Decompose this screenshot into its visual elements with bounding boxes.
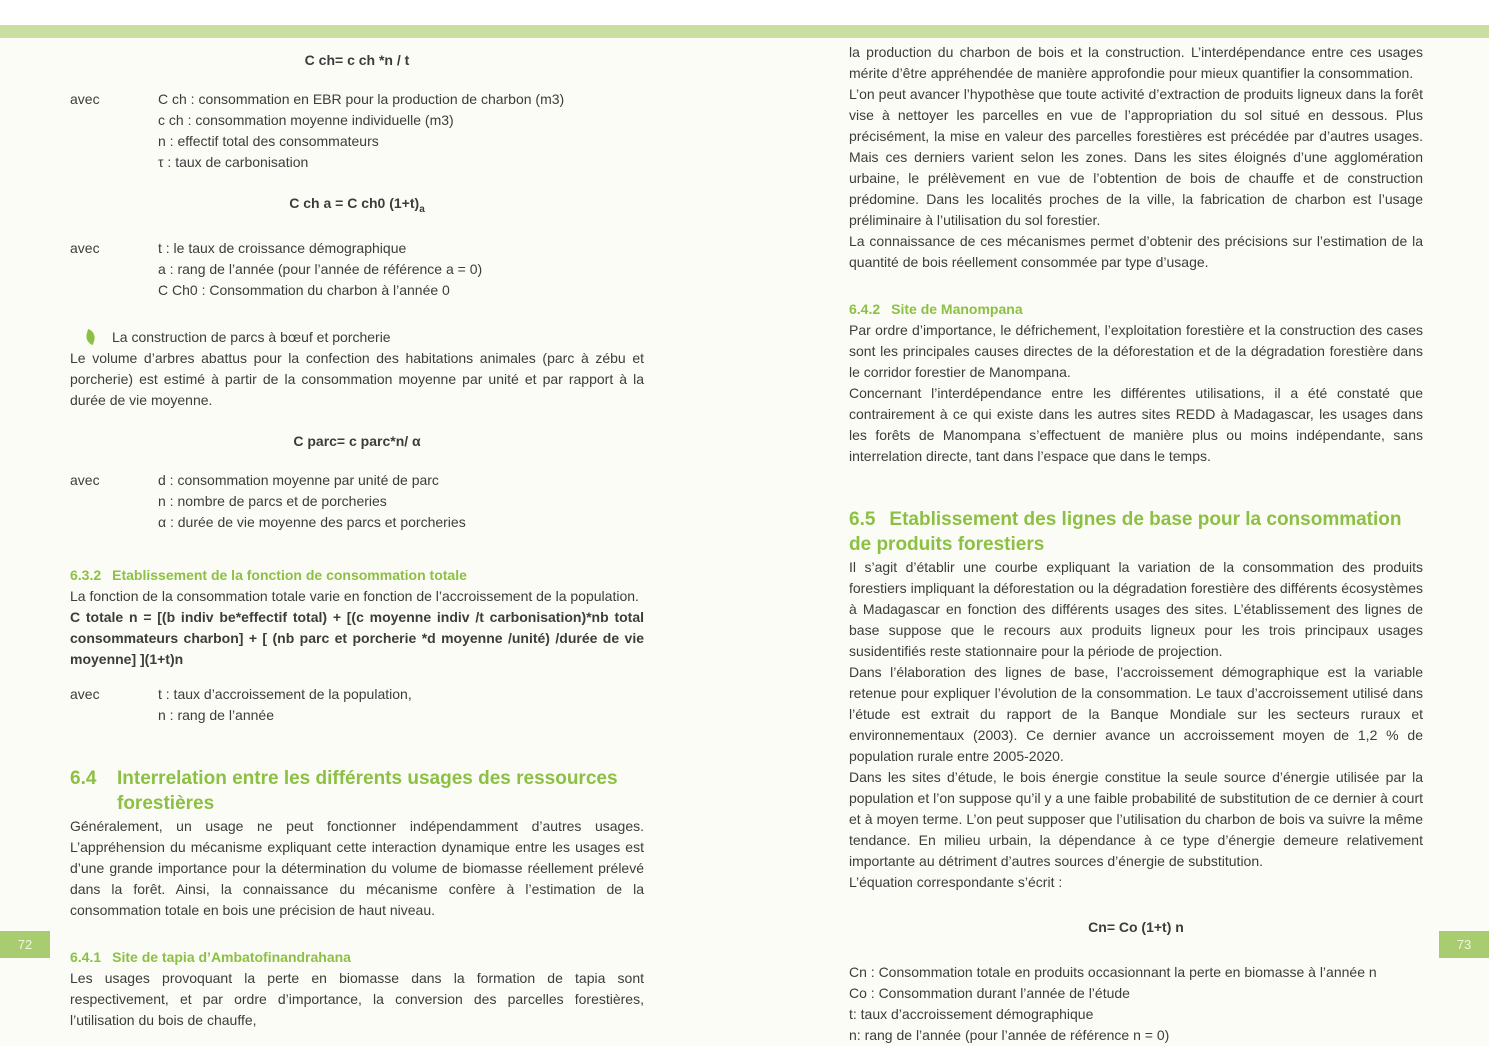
section-heading-6-5 — [849, 507, 1423, 557]
definition-line: t : le taux de croissance démographique — [158, 239, 407, 256]
definition-line: C ch : consommation en EBR pour la production de charbon (m3) — [158, 91, 565, 107]
avec-label: avec — [70, 239, 100, 256]
section-heading-6-4-1 — [70, 947, 644, 968]
formula-charcoal-consumption: C ch= c ch *n / t — [304, 52, 410, 68]
formula-consommation-totale: C totale n = [(b indiv be*effectif total) + [(c moyenne indiv /t carbonisation)*nb total consommateurs charbon] + [ (nb parc et porcherie *d moyenne /unité) /durée de vie moyenne] ](1+t)n — [70, 608, 644, 667]
section-title: Site de Manompana — [891, 301, 1023, 317]
page-left — [70, 42, 644, 1031]
section-title: Etablissement des lignes de base pour la consommation de produits forestiers — [849, 509, 1402, 555]
definition-line: t: taux d’accroissement démographique — [849, 1006, 1094, 1022]
definition-line: τ : taux de carbonisation — [158, 154, 309, 170]
bullet-item-parcs — [70, 327, 644, 348]
definition-line: n : effectif total des consommateurs — [158, 133, 379, 149]
definition-lines — [158, 684, 644, 726]
definition-line: a : rang de l’année (pour l’année de référence a = 0) — [158, 260, 483, 277]
definition-line: n: rang de l’année (pour l’année de référence n = 0) — [849, 1027, 1170, 1043]
definition-line: d : consommation moyenne par unité de parc — [158, 471, 439, 488]
paragraph-equation-intro: L’équation correspondante s’écrit : — [849, 874, 1063, 890]
section-title: Interrelation entre les différents usages des ressources forestières — [117, 767, 618, 814]
definition-list-cn — [849, 962, 1423, 1046]
leaf-bullet-icon — [84, 329, 97, 345]
section-number: 6.5 — [849, 509, 876, 530]
top-white-strip — [0, 0, 1489, 25]
definition-line: Cn : Consommation totale en produits occasionnant la perte en biomasse à l’année n — [849, 964, 1377, 980]
paragraph-fonction-totale: La fonction de la consommation totale varie en fonction de l’accroissement de la population. — [70, 587, 639, 604]
definition-lines — [158, 238, 644, 301]
definition-lines — [158, 89, 644, 173]
avec-label: avec — [70, 471, 100, 488]
header-green-bar — [0, 25, 1489, 38]
definition-block-totale — [70, 684, 644, 726]
avec-label: avec — [70, 685, 100, 702]
page-number-badge-right: 73 — [1439, 931, 1489, 958]
paragraph-volume-arbres: Le volume d’arbres abattus pour la confection des habitations animales (parc à zébu et porcherie) est estimé à partir de la consommation moyenne par unité et par rapport à la durée de vie moyenne. — [70, 349, 644, 408]
definition-line: n : nombre de parcs et de porcheries — [158, 492, 387, 509]
definition-block-charcoal — [70, 89, 644, 173]
paragraph-manompana-causes: Par ordre d’importance, le défrichement, l’exploitation forestière et la construction des cases sont les principales causes directes de la déforestation et de la dégradation forestière dans le corridor forestier de Manompana. — [849, 322, 1423, 380]
section-heading-6-4 — [70, 766, 644, 816]
paragraph-lignes-base-2: Dans l’élaboration des lignes de base, l’accroissement démographique est la variable retenue pour expliquer l’évolution de la consommation. Le taux d’accroissement utilisé dans l’étude est extrait du rapport de la Banque Mondiale sur les secteurs ruraux et environnementaux (2003). Ce dernier avance un accroissement moyen de 1,2 % de population rurale entre 2005-2020. — [849, 664, 1423, 764]
formula-subscript: a — [419, 203, 425, 215]
section-heading-6-3-2 — [70, 565, 644, 586]
definition-line: α : durée de vie moyenne des parcs et porcheries — [158, 513, 466, 530]
definition-line: n : rang de l’année — [158, 706, 274, 723]
section-number: 6.4.1 — [70, 948, 102, 965]
definition-line: t : taux d’accroissement de la population, — [158, 685, 412, 702]
paragraph-connaissance: La connaissance de ces mécanismes permet d’obtenir des précisions sur l’estimation de la quantité de bois réellement consommée par type d’usage. — [849, 233, 1423, 270]
page-right — [849, 42, 1423, 1046]
formula-main: C ch a = C ch0 (1+t) — [289, 195, 420, 211]
section-heading-6-4-2 — [849, 299, 1423, 320]
paragraph-usages-tapia: Les usages provoquant la perte en biomasse dans la formation de tapia sont respectivement, et par ordre d’importance, la conversion des parcelles forestières, l’utilisation du bois de chauffe, — [70, 969, 644, 1028]
paragraph-generalement: Généralement, un usage ne peut fonctionner indépendamment d’autres usages. L’appréhension du mécanisme expliquant cette interaction dynamique entre les usages est d’une grande importance pour la détermination du volume de biomasse réellement prélevé dans la forêt. Ainsi, la connaissance du mécanisme confère à l’estimation de la consommation totale en bois une précision de haut niveau. — [70, 817, 644, 918]
formula-cn: Cn= Co (1+t) n — [1088, 919, 1184, 935]
definition-block-parc — [70, 470, 644, 533]
bullet-text: La construction de parcs à bœuf et porcherie — [112, 328, 391, 345]
section-title: Site de tapia d’Ambatofinandrahana — [112, 948, 351, 965]
avec-label: avec — [70, 91, 100, 107]
section-number: 6.4 — [70, 767, 97, 789]
formula-charcoal-growth — [70, 193, 644, 220]
definition-lines — [158, 470, 644, 533]
paragraph-intro: la production du charbon de bois et la construction. L’interdépendance entre ces usages mérite d’être appréhendée de manière approfondie pour mieux quantifier la consommation. — [849, 44, 1423, 81]
page-number-badge-left: 72 — [0, 931, 50, 958]
paragraph-manompana-interdependance: Concernant l’interdépendance entre les différentes utilisations, il a été constaté que contrairement à ce qui existe dans les autres sites REDD à Madagascar, les usages dans les forêts de Manompana s’effectuent de manière plus ou moins indépendante, sans interrelation directe, tant dans l’espace que dans le temps. — [849, 385, 1423, 464]
definition-line: C Ch0 : Consommation du charbon à l’année 0 — [158, 281, 450, 298]
definition-line: c ch : consommation moyenne individuelle (m3) — [158, 112, 454, 128]
paragraph-lignes-base-1: Il s’agit d’établir une courbe expliquant la variation de la consommation des produits forestiers impliquant la déforestation ou la dégradation forestière des différents écosystèmes à Madagascar en fonction des différents usages des sites. L’établissement des lignes de base suppose que le recours aux produits ligneux pour les trois principaux usages susidentifiés reste stationnaire pour la période de projection. — [849, 559, 1423, 659]
formula-parc: C parc= c parc*n/ α — [293, 432, 421, 449]
paragraph-hypothese: L’on peut avancer l’hypothèse que toute activité d’extraction de produits ligneux dans la forêt vise à nettoyer les parcelles en vue de l’appropriation du sol situé en dessous. Plus précisément, la mise en valeur des parcelles forestières est précédée par d’autres usages. Mais ces derniers varient selon les zones. Dans les sites éloignés d’une agglomération urbaine, le prélèvement en vue de l’obtention de bois de chauffe et de construction prédomine. Dans les localités proches de la ville, la fabrication de charbon est l’usage préliminaire à l’utilisation du sol forestier. — [849, 86, 1423, 228]
definition-block-growth — [70, 238, 644, 301]
definition-line: Co : Consommation durant l’année de l’étude — [849, 985, 1130, 1001]
section-title: Etablissement de la fonction de consommation totale — [112, 566, 467, 583]
section-number: 6.3.2 — [70, 566, 102, 583]
paragraph-lignes-base-3: Dans les sites d’étude, le bois énergie constitue la seule source d’énergie utilisée par la population et l’on suppose qu’il y a une faible probabilité de substitution de ce dernier à court et à moyen terme. L’on peut supposer que l’utilisation du charbon de bois va suivre la même tendance. En milieu urbain, la dépendance à ce type d’énergie demeure relativement importante au détriment d’autres sources d’énergie de substitution. — [849, 769, 1423, 869]
section-number: 6.4.2 — [849, 301, 881, 317]
